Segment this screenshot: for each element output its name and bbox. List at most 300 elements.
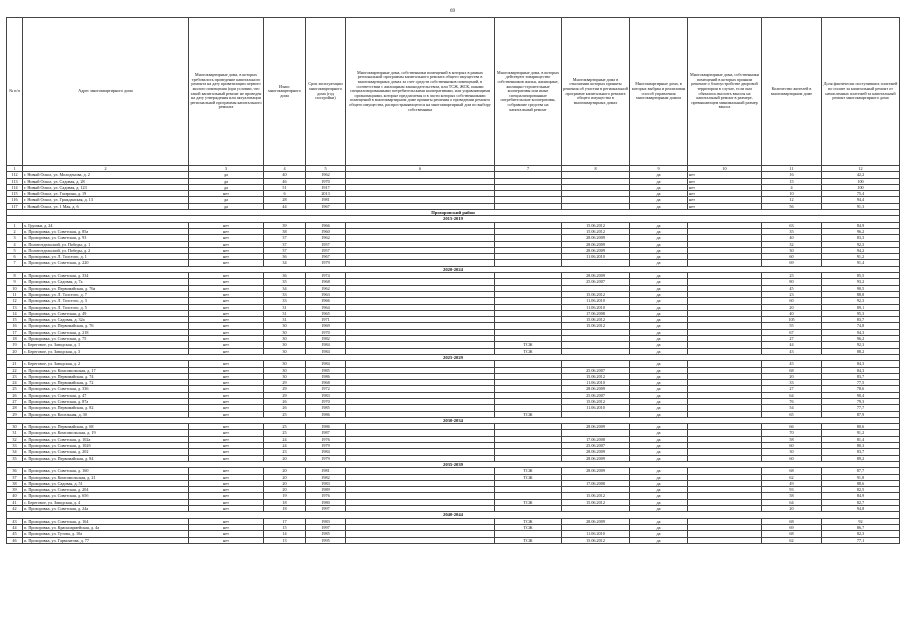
table-cell: 1985 xyxy=(306,367,346,373)
table-cell: п. Прохоровка, ул. Л. Толстого, д. 7 xyxy=(23,291,189,297)
table-cell: 40 xyxy=(762,310,822,316)
table-cell: нет xyxy=(189,191,264,197)
table-cell: 15.06.2012 xyxy=(562,317,630,323)
table-cell: 42,2 xyxy=(822,172,900,178)
table-cell: 46 xyxy=(7,537,23,543)
table-cell: п. Прохоровка, ул. Советская, д. 334 xyxy=(23,273,189,279)
table-cell: да xyxy=(630,310,688,316)
table-cell: 114 xyxy=(7,184,23,190)
table-cell: 77,7 xyxy=(822,405,900,411)
table-cell: 29 xyxy=(264,386,306,392)
table-cell: 31 xyxy=(264,317,306,323)
table-cell: 60 xyxy=(762,455,822,461)
column-number: 7 xyxy=(495,166,562,172)
table-cell: да xyxy=(630,285,688,291)
table-cell: нет xyxy=(189,487,264,493)
table-cell: 20 xyxy=(264,455,306,461)
table-cell: да xyxy=(630,518,688,524)
table-cell: да xyxy=(630,336,688,342)
table-cell: п. Прохоровка, ул. Советская, д. 102а xyxy=(23,436,189,442)
table-cell: с. Береговое, ул. Заводская, д. 1 xyxy=(23,342,189,348)
table-cell: п. Прохоровка, ул. Советская, д. 49 xyxy=(23,310,189,316)
table-cell: 1968 xyxy=(306,279,346,285)
table-cell: 17.06.2008 xyxy=(562,436,630,442)
table-cell: 34 xyxy=(7,449,23,455)
table-cell: х. Грушки, д. 24 xyxy=(23,222,189,228)
table-cell: 15 xyxy=(264,524,306,530)
table-cell: 25 xyxy=(7,386,23,392)
table-cell: да xyxy=(630,342,688,348)
table-cell: 1917 xyxy=(306,184,346,190)
table-cell: нет xyxy=(189,260,264,266)
table-cell: 58 xyxy=(762,493,822,499)
table-cell: п. Прохоровка, ул. Первомайская, д. 68 xyxy=(23,424,189,430)
column-number: 1 xyxy=(7,166,23,172)
table-cell: 1979 xyxy=(306,260,346,266)
table-cell: нет xyxy=(189,537,264,543)
table-cell: да xyxy=(630,304,688,310)
table-cell: п. Прохоровка, ул. Советская, д. 164 xyxy=(23,518,189,524)
table-cell: нет xyxy=(189,531,264,537)
table-cell: ТСЖ xyxy=(495,524,562,530)
table-cell: 27 xyxy=(7,398,23,404)
table-cell: 28.06.2009 xyxy=(562,273,630,279)
table-cell: 4 xyxy=(7,241,23,247)
table-cell: п. Прохоровка, ул. Советская, д. 218 xyxy=(23,329,189,335)
table-cell: да xyxy=(630,348,688,354)
table-cell: 17 xyxy=(264,518,306,524)
table-cell: п. Прохоровка, ул. Советская, д. 65б xyxy=(23,493,189,499)
table-cell: да xyxy=(630,392,688,398)
table-cell: 20 xyxy=(762,373,822,379)
table-cell: п. Прохоровка, ул. Первомайская, д. 82 xyxy=(23,405,189,411)
table-cell: 6 xyxy=(264,191,306,197)
header-cell: Многоквартирные дома, в которых требовалось проведение капитального ремонта на дату приватизации первого жилого помещения (при условии, что такой капитальный ремонт не проведен на дату утверждения или актуализации региональной программы капитального ремонта xyxy=(189,18,264,166)
page-number: 69 xyxy=(450,9,455,14)
table-cell: ТСЖ xyxy=(495,474,562,480)
table-cell: 87,7 xyxy=(822,468,900,474)
table-cell: 29 xyxy=(7,411,23,417)
table-cell: 1986 xyxy=(306,373,346,379)
table-cell: п. Прохоровка, ул. Л. Толстого, д. 1 xyxy=(23,254,189,260)
table-cell: 83,7 xyxy=(822,317,900,323)
table-cell: п. Прохоровка, ул. Советская, д. 204 xyxy=(23,487,189,493)
table-cell: 11.06.2010 xyxy=(562,254,630,260)
table-cell: 31 xyxy=(264,310,306,316)
table-cell: 91,8 xyxy=(822,474,900,480)
table-cell: 1966 xyxy=(306,298,346,304)
table-cell: п. Прохоровка, ул. Комсомольская, д. 19 xyxy=(23,430,189,436)
table-cell: 15.06.2012 xyxy=(562,222,630,228)
table-cell: нет xyxy=(189,348,264,354)
table-cell: 18 xyxy=(264,506,306,512)
table-cell: нет xyxy=(189,329,264,335)
table-cell: 15.06.2012 xyxy=(562,323,630,329)
table-cell: да xyxy=(630,443,688,449)
table-cell: 25.06.2007 xyxy=(562,279,630,285)
table-cell: 24 xyxy=(264,443,306,449)
table-cell: 24 xyxy=(264,436,306,442)
table-cell: нет xyxy=(189,518,264,524)
table-cell xyxy=(688,537,762,543)
table-cell: с. Береговое, ул. Заводская, д. 2 xyxy=(23,361,189,367)
table-cell: 46 xyxy=(264,178,306,184)
table-cell: 45 xyxy=(762,361,822,367)
table-cell: 26 xyxy=(7,392,23,398)
table-cell: нет xyxy=(189,317,264,323)
table-cell: 1970 xyxy=(306,398,346,404)
table-cell: 10 xyxy=(762,191,822,197)
header-cell: Износ многоквартирного дома xyxy=(264,18,306,166)
column-number: 6 xyxy=(346,166,495,172)
table-cell: нет xyxy=(688,197,762,203)
table-cell: нет xyxy=(189,279,264,285)
table-cell: 115 xyxy=(7,191,23,197)
table-cell: п. Прохоровка, ул. Л. Толстого, д. 5 xyxy=(23,304,189,310)
table-cell: нет xyxy=(189,380,264,386)
table-cell: нет xyxy=(189,323,264,329)
table-cell: п. Прохоровка, ул. Первомайская, д. 74 xyxy=(23,373,189,379)
table-cell: 34 xyxy=(264,260,306,266)
table-cell: 1967 xyxy=(306,254,346,260)
table-cell: да xyxy=(630,480,688,486)
table-cell: 92,3 xyxy=(822,241,900,247)
table-cell: 1997 xyxy=(306,506,346,512)
table-cell: 1960 xyxy=(306,228,346,234)
table-cell: 96,2 xyxy=(822,336,900,342)
table-cell: да xyxy=(630,298,688,304)
table-cell: 1972 xyxy=(306,386,346,392)
table-cell: 28.06.2009 xyxy=(562,241,630,247)
table-cell: да xyxy=(630,405,688,411)
column-number: 3 xyxy=(189,166,264,172)
table-cell: 41 xyxy=(7,499,23,505)
table-cell: 94,8 xyxy=(822,506,900,512)
table-cell: 1989 xyxy=(306,487,346,493)
table-cell: 90,4 xyxy=(822,392,900,398)
table-cell: п. Прохоровка, ул. Советская, д. 85а xyxy=(23,228,189,234)
table-cell: да xyxy=(630,386,688,392)
table-cell: нет xyxy=(189,285,264,291)
table-cell: п. Политотдельский, ул. Победы, д. 2 xyxy=(23,247,189,253)
table-cell: нет xyxy=(189,480,264,486)
table-cell: 1963 xyxy=(306,291,346,297)
table-cell: да xyxy=(630,531,688,537)
table-cell: 1967 xyxy=(306,203,346,209)
table-cell: 39 xyxy=(264,222,306,228)
column-number: 2 xyxy=(23,166,189,172)
table-cell: 60 xyxy=(762,298,822,304)
table-cell: 28.06.2009 xyxy=(562,455,630,461)
table-cell: 92 xyxy=(822,518,900,524)
table-cell: нет xyxy=(189,247,264,253)
table-cell: 11.06.2010 xyxy=(562,304,630,310)
table-cell: 85,5 xyxy=(822,273,900,279)
table-cell: 28 xyxy=(7,405,23,411)
table-cell: да xyxy=(630,455,688,461)
table-cell: 1964 xyxy=(306,304,346,310)
table-cell: 112 xyxy=(7,172,23,178)
table-cell: 1981 xyxy=(306,197,346,203)
table-row xyxy=(7,537,900,543)
table-cell: 27 xyxy=(762,336,822,342)
table-cell: да xyxy=(189,184,264,190)
table-cell: нет xyxy=(189,241,264,247)
table-cell: нет xyxy=(189,342,264,348)
table-cell: нет xyxy=(189,474,264,480)
table-cell: 93 xyxy=(762,487,822,493)
table-cell: нет xyxy=(189,506,264,512)
table-cell: 2 xyxy=(7,228,23,234)
table-cell: нет xyxy=(688,172,762,178)
section-label: 2025-2029 xyxy=(7,354,900,360)
header-cell: № п/п xyxy=(7,18,23,166)
table-cell: да xyxy=(630,260,688,266)
table-cell: да xyxy=(630,184,688,190)
table-cell: нет xyxy=(189,291,264,297)
table-cell: 20 xyxy=(762,304,822,310)
table-cell: п. Прохоровка, ул. Кооельная, д. 30 xyxy=(23,411,189,417)
table-cell: 1962 xyxy=(306,172,346,178)
table-cell: 38 xyxy=(7,480,23,486)
table-cell: п. Прохоровка, ул. Первомайская, д. 72 xyxy=(23,380,189,386)
table-cell: 68 xyxy=(762,518,822,524)
table-cell: 15.06.2012 xyxy=(562,228,630,234)
table-cell: с. Береговое, ул. Заводская, д. 3 xyxy=(23,348,189,354)
table-cell: да xyxy=(189,172,264,178)
table-cell: 1971 xyxy=(306,317,346,323)
table-cell: 100 xyxy=(822,178,900,184)
table-cell: нет xyxy=(688,178,762,184)
table-cell: п. Прохоровка, ул. Тутова, д. 10а xyxy=(23,531,189,537)
table-cell: 1984 xyxy=(306,449,346,455)
table-cell: нет xyxy=(688,203,762,209)
table-cell: 23 xyxy=(264,449,306,455)
table-cell: 94,2 xyxy=(822,247,900,253)
table-cell: да xyxy=(630,411,688,417)
table-cell: 18 xyxy=(264,499,306,505)
table-cell: 26 xyxy=(264,398,306,404)
table-cell: 76 xyxy=(762,398,822,404)
table-cell: 82,5 xyxy=(822,487,900,493)
table-cell: да xyxy=(630,191,688,197)
table-cell: п. Прохоровка, ул. Комсомольская, д. 17 xyxy=(23,367,189,373)
table-cell: да xyxy=(630,235,688,241)
table-cell: 35 xyxy=(762,228,822,234)
table-cell: 15.06.2012 xyxy=(562,537,630,543)
table-cell: да xyxy=(630,468,688,474)
table-cell: 20 xyxy=(264,468,306,474)
column-number: 12 xyxy=(822,166,900,172)
table-cell: 1968 xyxy=(306,380,346,386)
table-cell: 62 xyxy=(762,474,822,480)
table-cell: 15.06.2012 xyxy=(562,398,630,404)
section-label: 2040-2044 xyxy=(7,512,900,518)
table-cell: 1981 xyxy=(306,468,346,474)
table-cell: да xyxy=(630,178,688,184)
table-cell: 69 xyxy=(762,524,822,530)
table-cell: 51 xyxy=(264,184,306,190)
table-cell: 91,4 xyxy=(822,260,900,266)
table-cell: да xyxy=(630,499,688,505)
table-cell: 1985 xyxy=(306,531,346,537)
table-cell: 25 xyxy=(264,411,306,417)
table-cell: нет xyxy=(189,386,264,392)
table-cell: 68 xyxy=(762,367,822,373)
table-cell: 28.06.2009 xyxy=(562,424,630,430)
table-cell: 1995 xyxy=(306,537,346,543)
table-cell: нет xyxy=(189,443,264,449)
table-cell: 100 xyxy=(822,184,900,190)
table-cell: 2013 xyxy=(306,191,346,197)
table-cell: 11.06.2010 xyxy=(562,531,630,537)
column-number: 8 xyxy=(562,166,630,172)
table-cell: 32 xyxy=(762,241,822,247)
table-cell: п. Прохоровка, ул. Советская, д. 47 xyxy=(23,392,189,398)
table-cell: 64 xyxy=(762,499,822,505)
table-cell: да xyxy=(630,398,688,404)
table-cell: 30 xyxy=(762,449,822,455)
table-cell: 30 xyxy=(264,336,306,342)
table-cell: 3 xyxy=(7,235,23,241)
table-cell: 45 xyxy=(762,285,822,291)
header-cell: Срок эксплуатации многоквартирного дома (год постройки) xyxy=(306,18,346,166)
table-cell: 16 xyxy=(762,172,822,178)
table-cell: 1984 xyxy=(306,342,346,348)
table-cell: 1962 xyxy=(306,235,346,241)
table-cell: 44 xyxy=(264,203,306,209)
table-cell: ТСЖ xyxy=(495,537,562,543)
table-cell: 40 xyxy=(264,172,306,178)
table-cell: 30 xyxy=(264,329,306,335)
table-cell: нет xyxy=(688,184,762,190)
table-cell: да xyxy=(630,361,688,367)
table-cell: 37 xyxy=(7,474,23,480)
table-cell: 23 xyxy=(7,373,23,379)
table-cell: 22 xyxy=(7,367,23,373)
table-cell: 94,4 xyxy=(822,197,900,203)
table-cell: 33 xyxy=(264,298,306,304)
table-cell: п. Прохоровка, ул. Садовая, д. 7а xyxy=(23,279,189,285)
table-cell: нет xyxy=(189,524,264,530)
table-cell: п. Прохоровка, ул. Советская, д. 336 xyxy=(23,386,189,392)
table-cell: 80 xyxy=(762,279,822,285)
header-cell: Многоквартирные дома, в которых выбран и реализован способ управления многоквартирным домом xyxy=(630,18,688,166)
table-cell: да xyxy=(630,247,688,253)
header-cell: Многоквартирные дома, собственники помещений в которых приняли решение о благоустройстве дворовой территории в случае, если они обязались вносить взносы на капитальный ремонт в размере, превышающем минимальный размер взноса xyxy=(688,18,762,166)
header-cell: Адрес многоквартирного дома xyxy=(23,18,189,166)
table-cell: 84,3 xyxy=(822,361,900,367)
table-cell: 1 xyxy=(7,222,23,228)
table-cell: п. Прохоровка, ул. Садовая, д. 32а xyxy=(23,317,189,323)
table-cell: да xyxy=(630,506,688,512)
table-cell: 60 xyxy=(762,443,822,449)
header-cell: Многоквартирные дома, в которых действуют товарищество собственников жилья, жилищные, жилищно-строительные кооперативы или иные специализированные потребительские кооперативы, собравшие средства на капитальный ремонт xyxy=(495,18,562,166)
table-cell: 94,3 xyxy=(822,329,900,335)
table-cell: 40 xyxy=(7,493,23,499)
table-cell: да xyxy=(630,222,688,228)
table-cell: 65 xyxy=(762,411,822,417)
table-cell: 77,1 xyxy=(822,537,900,543)
table-cell: 27 xyxy=(762,386,822,392)
table-cell: нет xyxy=(189,499,264,505)
table-cell: 28.06.2009 xyxy=(562,449,630,455)
table-cell: п. Прохоровка, ул. Первомайская, д. 84 xyxy=(23,455,189,461)
table-cell: 28.06.2009 xyxy=(562,247,630,253)
table-cell: 74,8 xyxy=(822,323,900,329)
table-cell: 1979 xyxy=(306,455,346,461)
table-cell: 28.06.2009 xyxy=(562,518,630,524)
table-cell: 91,3 xyxy=(822,203,900,209)
table-cell: 83,3 xyxy=(822,235,900,241)
column-number: 9 xyxy=(630,166,688,172)
table-cell: ТСЖ xyxy=(495,518,562,524)
table-cell: 84,9 xyxy=(822,493,900,499)
table-cell: да xyxy=(630,241,688,247)
table-cell: п. Политотдельский, ул. Победы, д. 1 xyxy=(23,241,189,247)
table-cell: 1976 xyxy=(306,436,346,442)
table-cell: 64 xyxy=(762,392,822,398)
table-cell: п. Прохоровка, ул. Комсомольская, д. 21 xyxy=(23,474,189,480)
table-cell: 34 xyxy=(264,285,306,291)
table-cell: 38 xyxy=(264,228,306,234)
table-cell: 56 xyxy=(762,203,822,209)
table-cell: нет xyxy=(189,222,264,228)
table-cell: да xyxy=(630,493,688,499)
table-cell: 30 xyxy=(264,367,306,373)
table-cell: 19 xyxy=(7,342,23,348)
table-cell: 4 xyxy=(762,184,822,190)
table-cell: да xyxy=(630,537,688,543)
table-cell: да xyxy=(630,254,688,260)
table-cell: 1966 xyxy=(306,222,346,228)
table-cell: да xyxy=(630,367,688,373)
table-cell: 77,5 xyxy=(822,380,900,386)
table-cell: 11.06.2010 xyxy=(562,380,630,386)
table-cell: 35 xyxy=(264,279,306,285)
table-cell: 75,4 xyxy=(822,191,900,197)
table-cell: 9 xyxy=(7,279,23,285)
table-cell: 1987 xyxy=(306,430,346,436)
table-cell: 15.06.2012 xyxy=(562,291,630,297)
table-cell: 80,3 xyxy=(822,443,900,449)
table-cell: нет xyxy=(189,310,264,316)
section-label: 2020-2024 xyxy=(7,266,900,272)
table-cell xyxy=(346,537,495,543)
table-cell: п. Прохоровка, ул. Советская, д. 160 xyxy=(23,468,189,474)
table-cell: п. Прохоровка, ул. Советская, д. 93 xyxy=(23,235,189,241)
table-cell: 12 xyxy=(762,197,822,203)
column-number: 5 xyxy=(306,166,346,172)
table-cell: 32 xyxy=(7,436,23,442)
table-cell: 49 xyxy=(762,480,822,486)
table-cell: нет xyxy=(189,405,264,411)
table-cell: да xyxy=(630,474,688,480)
table-cell: 30 xyxy=(264,323,306,329)
table-cell: 66 xyxy=(762,424,822,430)
table-cell: да xyxy=(630,323,688,329)
table-cell: да xyxy=(630,524,688,530)
table-cell: 14 xyxy=(264,531,306,537)
table-cell: да xyxy=(630,197,688,203)
table-cell: 1984 xyxy=(306,348,346,354)
table-cell: 84,9 xyxy=(822,222,900,228)
table-cell: нет xyxy=(189,430,264,436)
table-cell: да xyxy=(630,329,688,335)
table-cell: 78,6 xyxy=(822,386,900,392)
table-cell: 37 xyxy=(264,241,306,247)
table-cell: нет xyxy=(189,468,264,474)
